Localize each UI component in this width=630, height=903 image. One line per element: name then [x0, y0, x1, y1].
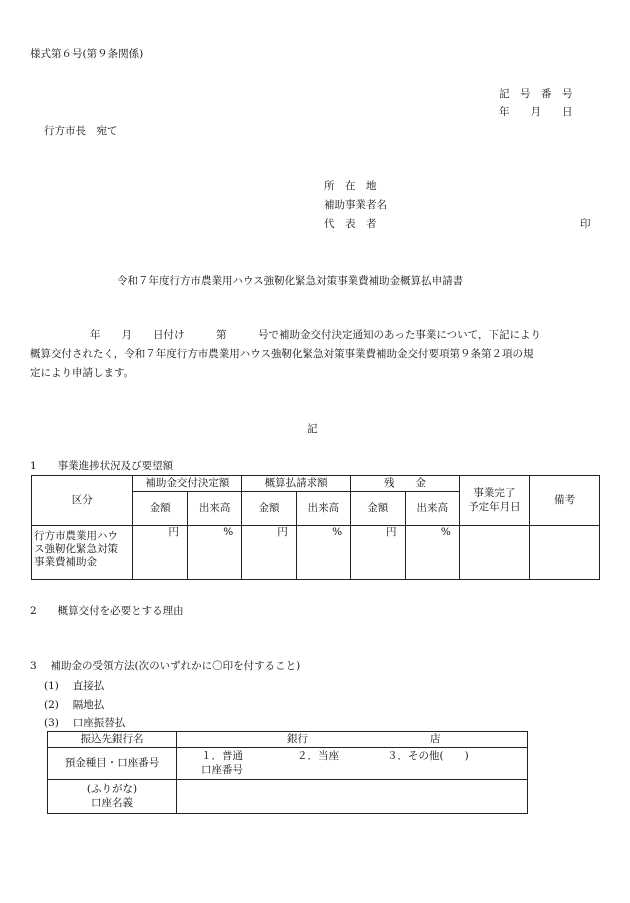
body-line-2: 概算交付されたく，令和７年度行方市農業用ハウス強靭化緊急対策事業費補助金交付要項第９条第２項の規 — [30, 348, 534, 360]
holder-label: 口座名義 — [91, 796, 133, 809]
type-option-toza[interactable]: ２．当座 — [297, 750, 339, 763]
sub-kingaku-1: 金額 — [133, 492, 187, 526]
col-kanryo-line1: 事業完了 — [473, 487, 516, 500]
bank-value[interactable] — [177, 732, 528, 748]
cell-kanryo-date[interactable] — [459, 526, 529, 580]
section-3-heading: 3 補助金の受領方法(次のいずれかに〇印を付すること) — [30, 660, 301, 672]
holder-value[interactable] — [177, 780, 528, 814]
document-number-line: 記 号 番 号 — [499, 88, 573, 100]
seal-mark: 印 — [580, 218, 591, 230]
group-zankin: 残 金 — [351, 476, 460, 492]
date-line: 年 月 日 — [499, 106, 573, 118]
sub-dekidaka-2: 出来高 — [296, 492, 350, 526]
sub-dekidaka-3: 出来高 — [405, 492, 459, 526]
group-seikyu: 概算払請求額 — [242, 476, 351, 492]
section-2-heading: 2 概算交付を必要とする理由 — [30, 605, 184, 617]
sub-kingaku-3: 金額 — [351, 492, 405, 526]
cell-biko[interactable] — [529, 526, 599, 580]
cell-seikyu-kingaku[interactable]: 円 — [242, 526, 296, 580]
sub-kingaku-2: 金額 — [242, 492, 296, 526]
bank-label: 振込先銀行名 — [48, 732, 177, 748]
group-kettei: 補助金交付決定額 — [133, 476, 242, 492]
option-direct[interactable]: (1) 直接払 — [44, 680, 105, 692]
progress-table — [31, 475, 600, 580]
ki-heading: 記 — [307, 423, 318, 435]
col-kanryo — [459, 476, 529, 526]
bank-table — [47, 731, 528, 814]
col-biko: 備考 — [529, 476, 599, 526]
form-number: 様式第６号(第９条関係) — [30, 48, 144, 60]
account-type-label: 預金種目・口座番号 — [48, 748, 177, 780]
row-name-line3: 事業費補助金 — [34, 556, 97, 569]
body-line-3: 定により申請します。 — [30, 367, 135, 379]
col-kanryo-line2: 予定年月日 — [468, 500, 521, 513]
row-name-line1: 行方市農業用ハウ — [34, 530, 118, 542]
representative-label: 代 表 者 — [324, 218, 377, 230]
branch-suffix: 店 — [430, 732, 441, 745]
account-type-value[interactable] — [177, 748, 528, 780]
account-number-label: 口座番号 — [201, 763, 243, 776]
option-remote[interactable]: (2) 隔地払 — [44, 699, 105, 711]
cell-seikyu-dekidaka[interactable]: % — [296, 526, 350, 580]
type-option-futsu[interactable]: １．普通 — [201, 750, 243, 763]
col-kubun: 区分 — [32, 476, 133, 526]
row-project-name — [32, 526, 133, 580]
document-title: 令和７年度行方市農業用ハウス強靭化緊急対策事業費補助金概算払申請書 — [117, 275, 464, 287]
option-transfer[interactable]: (3) 口座振替払 — [44, 717, 126, 729]
holder-label-cell — [48, 780, 177, 814]
bank-suffix: 銀行 — [287, 732, 308, 745]
row-name-line2: ス強靭化緊急対策 — [34, 543, 118, 556]
sub-dekidaka-1: 出来高 — [187, 492, 241, 526]
cell-kettei-dekidaka[interactable]: % — [187, 526, 241, 580]
addressee: 行方市長 宛て — [44, 125, 118, 137]
type-option-other[interactable]: ３．その他( ) — [387, 750, 469, 763]
cell-zankin-kingaku[interactable]: 円 — [351, 526, 405, 580]
applicant-name-label: 補助事業者名 — [324, 199, 387, 211]
cell-zankin-dekidaka[interactable]: % — [405, 526, 459, 580]
address-label: 所 在 地 — [324, 180, 377, 192]
body-line-1: 年 月 日付け 第 号で補助金交付決定通知のあった事業について，下記により — [90, 329, 541, 341]
furigana-label: (ふりがな) — [86, 783, 138, 796]
section-1-heading: 1 事業進捗状況及び要望額 — [30, 460, 174, 472]
cell-kettei-kingaku[interactable]: 円 — [133, 526, 187, 580]
